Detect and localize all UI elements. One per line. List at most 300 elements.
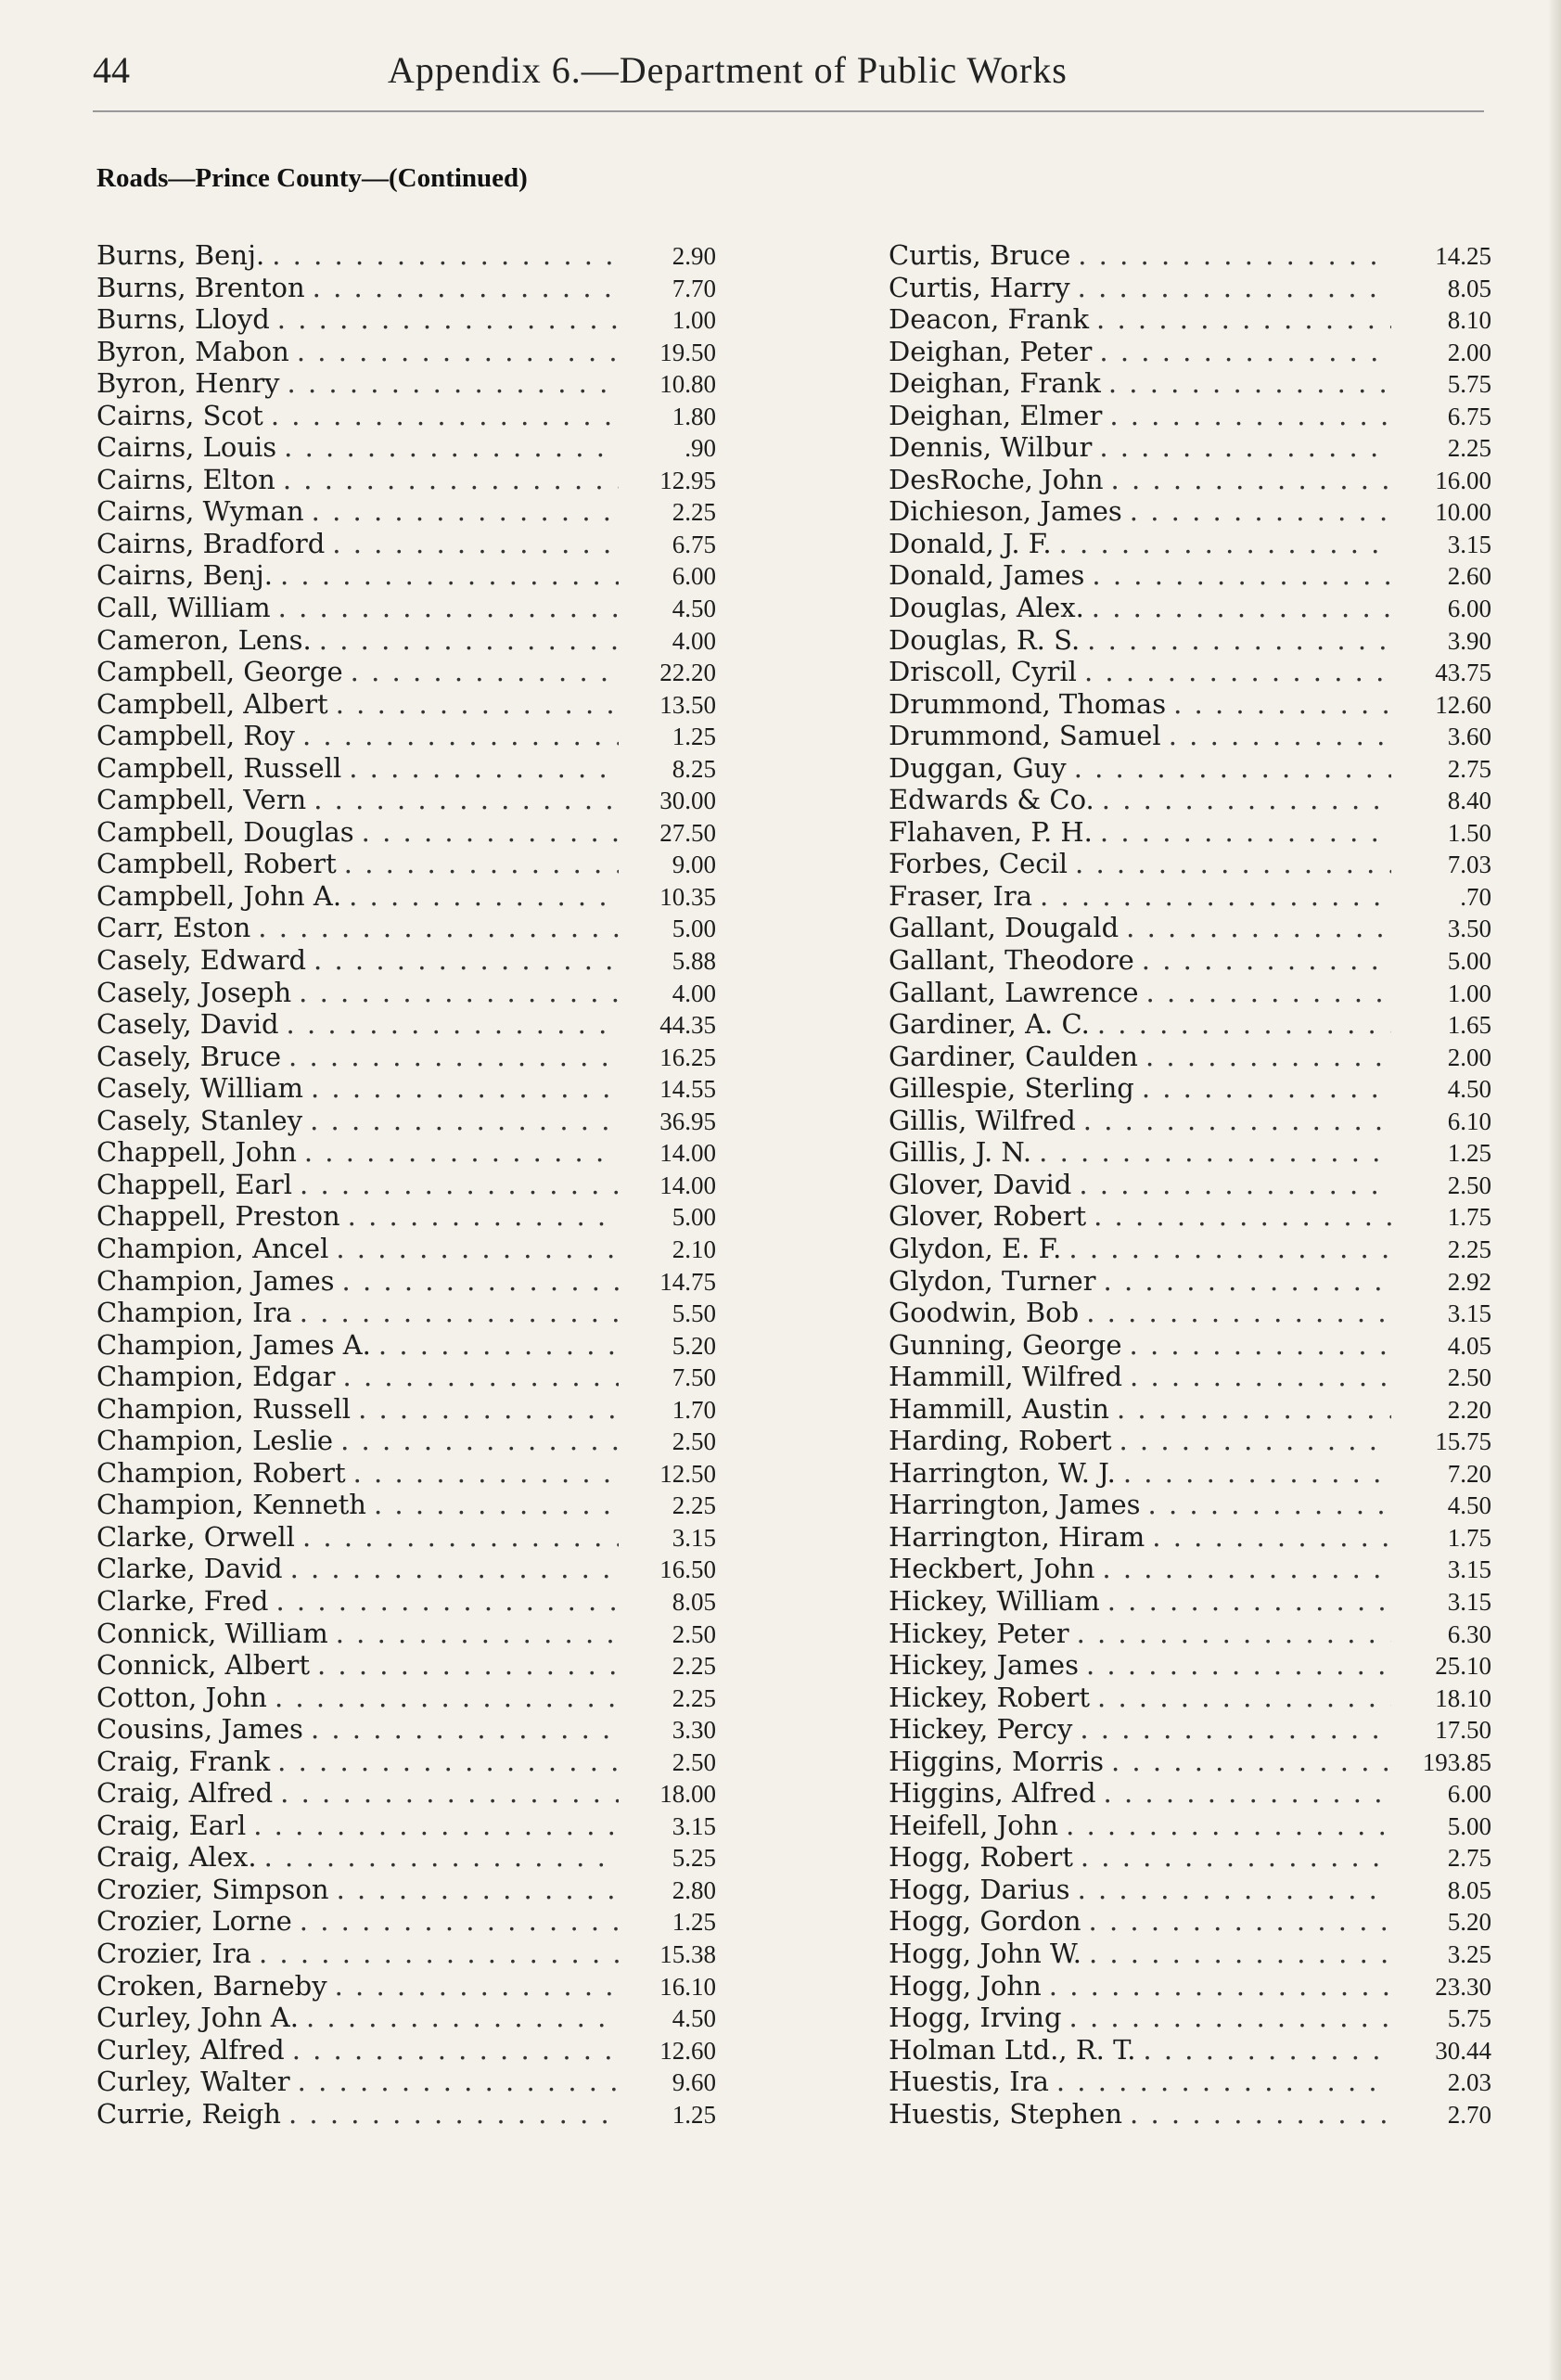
entry-amount: 10.35 <box>659 882 716 911</box>
dot-leader <box>300 1169 619 1201</box>
entry-name: Harrington, Hiram <box>889 1520 1145 1553</box>
dot-leader <box>1152 1521 1391 1554</box>
entry-amount: 3.15 <box>1447 1587 1491 1616</box>
list-item <box>96 1072 716 1105</box>
entry-name: Crozier, Simpson <box>96 1873 329 1905</box>
dot-leader <box>288 367 619 400</box>
dot-leader <box>317 1649 619 1682</box>
list-item <box>889 1200 1491 1233</box>
entry-amount: 9.00 <box>672 851 716 879</box>
entry-amount: 5.75 <box>1447 370 1491 399</box>
entry-name: Hickey, James <box>889 1649 1079 1682</box>
entry-name: Gunning, George <box>889 1328 1122 1361</box>
list-item <box>96 1713 716 1746</box>
list-item <box>889 2066 1491 2098</box>
entry-amount: 5.20 <box>1447 1908 1491 1937</box>
list-item <box>889 1136 1491 1169</box>
entry-name: Burns, Benj. <box>96 239 265 271</box>
dot-leader <box>276 1585 620 1618</box>
dot-leader <box>1077 1618 1391 1650</box>
entry-amount: 2.03 <box>1447 2068 1491 2097</box>
entry-amount: 1.65 <box>1447 1011 1491 1040</box>
dot-leader <box>1108 367 1391 400</box>
entry-amount: 14.00 <box>659 1171 716 1199</box>
entry-amount: 4.00 <box>672 979 716 1007</box>
dot-leader <box>1169 720 1391 752</box>
entry-name: Cousins, James <box>96 1713 303 1746</box>
list-item <box>889 1841 1491 1874</box>
entry-name: Gallant, Lawrence <box>889 976 1139 1008</box>
dot-leader <box>1083 1105 1391 1137</box>
entry-amount: 5.00 <box>1447 1811 1491 1840</box>
scan-edge-shadow <box>1548 0 1561 2380</box>
entry-amount: 4.05 <box>1447 1331 1491 1360</box>
entry-amount: 23.30 <box>1435 1972 1491 2001</box>
entry-name: Craig, Alex. <box>96 1841 257 1874</box>
dot-leader <box>1084 656 1391 688</box>
entry-name: Dichieson, James <box>889 495 1122 528</box>
entry-name: Cotton, John <box>96 1681 267 1713</box>
dot-leader <box>1089 1938 1391 1970</box>
list-item <box>889 784 1491 816</box>
dot-leader <box>1130 1361 1391 1393</box>
entry-amount: 16.25 <box>659 1043 716 1071</box>
list-item <box>96 1585 716 1618</box>
dot-leader <box>1089 1905 1391 1938</box>
dot-leader <box>313 272 619 304</box>
dot-leader <box>1146 977 1391 1009</box>
list-item <box>889 1008 1491 1041</box>
entry-amount: 6.00 <box>672 562 716 591</box>
entry-name: Deighan, Elmer <box>889 399 1103 431</box>
entry-amount: 16.10 <box>659 1972 716 2001</box>
list-item <box>96 400 716 432</box>
entry-name: Currie, Reigh <box>96 2097 281 2130</box>
entry-amount: 2.50 <box>672 1747 716 1776</box>
dot-leader <box>1075 848 1391 880</box>
list-item <box>96 848 716 880</box>
dot-leader <box>302 1521 619 1554</box>
list-item <box>889 1713 1491 1746</box>
dot-leader <box>1117 1393 1391 1426</box>
entry-name: Crozier, Ira <box>96 1937 251 1969</box>
entry-name: Byron, Mabon <box>96 335 289 367</box>
entry-amount: 2.50 <box>672 1427 716 1456</box>
entry-name: Hickey, Peter <box>889 1617 1069 1649</box>
entry-amount: 5.00 <box>672 915 716 943</box>
entry-name: Cairns, Wyman <box>96 495 304 528</box>
dot-leader <box>336 1233 619 1265</box>
list-item <box>889 1393 1491 1426</box>
list-item <box>889 1970 1491 2003</box>
dot-leader <box>362 816 619 849</box>
entry-name: Burns, Lloyd <box>96 303 270 336</box>
entry-name: Gallant, Theodore <box>889 944 1134 977</box>
entry-amount: 1.25 <box>672 1908 716 1937</box>
entry-amount: 193.85 <box>1422 1747 1491 1776</box>
entry-name: Connick, Albert <box>96 1649 310 1682</box>
entry-amount: 6.75 <box>1447 402 1491 430</box>
list-item <box>889 720 1491 752</box>
dot-leader <box>1080 1713 1391 1746</box>
entry-name: Chappell, Preston <box>96 1200 340 1233</box>
dot-leader <box>280 559 619 592</box>
entry-amount: 3.50 <box>1447 915 1491 943</box>
entry-name: Gardiner, Caulden <box>889 1040 1138 1072</box>
entry-name: Huestis, Stephen <box>889 2097 1123 2130</box>
dot-leader <box>1092 592 1391 624</box>
entry-name: Curtis, Bruce <box>889 239 1071 271</box>
entry-name: Champion, James A. <box>96 1328 371 1361</box>
list-item <box>96 656 716 688</box>
list-item <box>96 303 716 336</box>
entry-amount: 9.60 <box>672 2068 716 2097</box>
entry-amount: 2.10 <box>672 1235 716 1263</box>
list-item <box>889 1746 1491 1778</box>
left-column <box>96 239 716 2130</box>
list-item <box>889 1521 1491 1554</box>
entry-name: Forbes, Cecil <box>889 848 1068 880</box>
entry-name: Huestis, Ira <box>889 2066 1049 2098</box>
entry-name: Harding, Robert <box>889 1425 1112 1457</box>
list-item <box>889 2002 1491 2034</box>
list-item <box>889 367 1491 400</box>
dot-leader <box>1111 464 1391 496</box>
list-item <box>96 1008 716 1041</box>
entry-amount: 2.80 <box>672 1875 716 1904</box>
entry-name: Curley, John A. <box>96 2002 299 2034</box>
entry-amount: 14.55 <box>659 1075 716 1104</box>
dot-leader <box>1126 912 1391 944</box>
entry-name: Donald, J. F. <box>889 527 1052 559</box>
page-title: Appendix 6.—Department of Public Works <box>388 49 1068 91</box>
dot-leader <box>1130 495 1391 528</box>
entry-name: Campbell, Roy <box>96 720 295 752</box>
entry-amount: 14.00 <box>659 1139 716 1168</box>
entry-name: Gillis, Wilfred <box>889 1104 1076 1136</box>
entry-amount: 2.00 <box>1447 1043 1491 1071</box>
dot-leader <box>1099 431 1391 464</box>
dot-leader <box>299 977 619 1009</box>
dot-leader <box>297 336 619 368</box>
list-item <box>96 464 716 496</box>
dot-leader <box>304 1136 619 1169</box>
dot-leader <box>300 1297 619 1329</box>
entry-amount: 36.95 <box>659 1107 716 1135</box>
list-item <box>96 1618 716 1650</box>
entry-amount: 2.25 <box>1447 1235 1491 1263</box>
dot-leader <box>1099 336 1391 368</box>
list-item <box>889 1585 1491 1618</box>
dot-leader <box>349 752 619 785</box>
list-item <box>889 1169 1491 1201</box>
dot-leader <box>278 592 619 624</box>
entry-amount: 6.30 <box>1447 1619 1491 1648</box>
list-item <box>889 1810 1491 1842</box>
entry-name: Dennis, Wilbur <box>889 431 1093 464</box>
entry-name: Chappell, John <box>96 1136 297 1169</box>
list-item <box>96 1489 716 1521</box>
list-item <box>96 2098 716 2130</box>
dot-leader <box>264 1841 619 1874</box>
list-item <box>889 1777 1491 1810</box>
list-item <box>96 1041 716 1073</box>
list-item <box>889 1041 1491 1073</box>
entry-amount: 12.60 <box>1435 690 1491 719</box>
list-item <box>96 1200 716 1233</box>
dot-leader <box>378 1329 619 1362</box>
dot-leader <box>298 2066 619 2098</box>
dot-leader <box>1049 1970 1391 2003</box>
list-item <box>96 272 716 304</box>
entry-name: Champion, James <box>96 1264 335 1297</box>
list-item <box>889 2098 1491 2130</box>
dot-leader <box>280 1777 619 1810</box>
entry-amount: 5.88 <box>672 947 716 976</box>
dot-leader <box>306 2002 619 2034</box>
entry-amount: 3.15 <box>672 1523 716 1552</box>
entry-amount: 5.50 <box>672 1299 716 1328</box>
entry-amount: 14.25 <box>1435 242 1491 270</box>
dot-leader <box>284 431 619 464</box>
dot-leader <box>1069 2002 1391 2034</box>
dot-leader <box>344 848 619 880</box>
list-item <box>96 1874 716 1906</box>
list-item <box>889 592 1491 624</box>
entry-amount: 16.50 <box>659 1555 716 1584</box>
entry-amount: 2.90 <box>672 242 716 270</box>
dot-leader <box>1142 944 1391 977</box>
dot-leader <box>343 1361 619 1393</box>
dot-leader <box>302 720 619 752</box>
entry-name: Campbell, Russell <box>96 751 342 784</box>
entry-name: Call, William <box>96 592 271 624</box>
dot-leader <box>353 1457 619 1490</box>
entry-name: Douglas, Alex. <box>889 592 1084 624</box>
list-item <box>96 1425 716 1457</box>
dot-leader <box>1107 1585 1391 1618</box>
entry-amount: 8.25 <box>672 754 716 783</box>
dot-leader <box>312 495 619 528</box>
entry-amount: 8.05 <box>672 1587 716 1616</box>
entry-name: Hogg, John <box>889 1969 1042 2002</box>
entry-name: Casely, William <box>96 1072 303 1105</box>
dot-leader <box>1078 1874 1391 1906</box>
entry-name: Croken, Barneby <box>96 1969 327 2002</box>
entry-name: Harrington, James <box>889 1489 1141 1521</box>
entry-amount: 12.50 <box>659 1459 716 1488</box>
dot-leader <box>342 1265 619 1298</box>
dot-leader <box>319 624 619 657</box>
entry-name: Craig, Earl <box>96 1809 247 1841</box>
entry-amount: 8.05 <box>1447 1875 1491 1904</box>
list-item <box>889 977 1491 1009</box>
dot-leader <box>259 1938 619 1970</box>
entry-name: Edwards & Co. <box>889 784 1094 816</box>
list-item <box>96 816 716 849</box>
dot-leader <box>1104 1777 1391 1810</box>
entry-amount: 7.50 <box>672 1363 716 1392</box>
entry-amount: 2.60 <box>1447 562 1491 591</box>
entry-name: Heifell, John <box>889 1809 1059 1841</box>
list-item <box>889 495 1491 528</box>
list-item <box>96 559 716 592</box>
dot-leader <box>1059 528 1391 560</box>
entry-amount: 2.20 <box>1447 1395 1491 1424</box>
list-item <box>889 944 1491 977</box>
dot-leader <box>1039 1136 1391 1169</box>
list-item <box>96 1361 716 1393</box>
list-item <box>889 912 1491 944</box>
dot-leader <box>1130 1329 1391 1362</box>
entry-amount: 1.80 <box>672 402 716 430</box>
dot-leader <box>1066 1810 1391 1842</box>
entry-name: Fraser, Ira <box>889 879 1033 912</box>
entry-amount: 8.40 <box>1447 787 1491 815</box>
entry-amount: 2.25 <box>672 1652 716 1681</box>
entry-name: Driscoll, Cyril <box>889 656 1077 688</box>
dot-leader <box>271 400 619 432</box>
list-item <box>96 1810 716 1842</box>
entry-amount: 4.50 <box>672 595 716 623</box>
list-item <box>889 1553 1491 1585</box>
entry-amount: 4.50 <box>1447 1491 1491 1520</box>
entry-amount: 1.70 <box>672 1395 716 1424</box>
dot-leader <box>1094 1200 1391 1233</box>
entry-name: Higgins, Alfred <box>889 1777 1096 1810</box>
entry-amount: 2.50 <box>1447 1363 1491 1392</box>
dot-leader <box>311 1072 619 1105</box>
dot-leader <box>1087 624 1391 657</box>
dot-leader <box>337 1874 619 1906</box>
entry-amount: 14.75 <box>659 1267 716 1296</box>
entry-name: Chappell, Earl <box>96 1168 293 1200</box>
dot-leader <box>349 880 619 913</box>
entry-name: Deighan, Frank <box>889 367 1101 400</box>
dot-leader <box>1040 880 1391 913</box>
entry-name: Curley, Walter <box>96 2066 290 2098</box>
dot-leader <box>1086 1297 1391 1329</box>
entry-amount: 13.50 <box>659 690 716 719</box>
dot-leader <box>1102 1553 1391 1585</box>
list-item <box>96 2066 716 2098</box>
entry-name: Hickey, William <box>889 1584 1100 1617</box>
list-item <box>889 1649 1491 1682</box>
entry-amount: 18.00 <box>659 1780 716 1809</box>
entry-name: Higgins, Morris <box>889 1745 1104 1777</box>
list-item <box>96 784 716 816</box>
dot-leader <box>311 1713 619 1746</box>
list-item <box>889 1425 1491 1457</box>
entry-amount: 2.92 <box>1447 1267 1491 1296</box>
entry-name: Donald, James <box>889 559 1085 592</box>
entry-name: Casely, Stanley <box>96 1104 303 1136</box>
list-item <box>889 239 1491 272</box>
entry-amount: 1.75 <box>1447 1523 1491 1552</box>
dot-leader <box>1096 303 1391 336</box>
list-item <box>889 400 1491 432</box>
list-item <box>96 592 716 624</box>
entry-amount: 2.75 <box>1447 754 1491 783</box>
dot-leader <box>335 1970 619 2003</box>
entry-amount: 12.60 <box>659 2036 716 2065</box>
entry-name: Drummond, Thomas <box>889 687 1167 720</box>
entry-amount: .90 <box>685 434 716 463</box>
list-item <box>96 1682 716 1714</box>
list-item <box>889 1489 1491 1521</box>
list-item <box>96 1553 716 1585</box>
list-item <box>889 1682 1491 1714</box>
dot-leader <box>292 2034 619 2067</box>
dot-leader <box>1078 239 1391 272</box>
list-item <box>96 912 716 944</box>
entry-amount: 3.90 <box>1447 626 1491 655</box>
entry-name: Gillis, J. N. <box>889 1136 1032 1169</box>
dot-leader <box>275 1682 619 1714</box>
dot-leader <box>287 1008 619 1041</box>
entry-amount: 43.75 <box>1435 659 1491 687</box>
list-item <box>96 624 716 657</box>
dot-leader <box>283 464 619 496</box>
list-item <box>96 1521 716 1554</box>
list-item <box>96 495 716 528</box>
dot-leader <box>253 1810 619 1842</box>
dot-leader <box>332 528 619 560</box>
list-item <box>889 272 1491 304</box>
entry-name: Glover, David <box>889 1168 1072 1200</box>
dot-leader <box>1109 400 1391 432</box>
dot-leader <box>1120 1425 1392 1457</box>
entry-amount: 17.50 <box>1435 1716 1491 1745</box>
entry-amount: 5.20 <box>672 1331 716 1360</box>
entry-name: Cairns, Bradford <box>96 527 326 559</box>
entry-name: Clarke, Fred <box>96 1584 269 1617</box>
entry-name: Deighan, Peter <box>889 335 1093 367</box>
entry-amount: 3.15 <box>1447 1299 1491 1328</box>
entry-name: Byron, Henry <box>96 367 280 400</box>
entry-name: Curtis, Harry <box>889 271 1070 303</box>
dot-leader <box>1078 272 1391 304</box>
entry-name: Curley, Alfred <box>96 2033 285 2066</box>
entry-name: Hickey, Percy <box>889 1713 1073 1746</box>
entry-amount: 3.15 <box>1447 530 1491 558</box>
dot-leader <box>1143 2034 1391 2067</box>
entry-amount: 27.50 <box>659 818 716 847</box>
dot-leader <box>1079 1169 1391 1201</box>
list-item <box>889 1329 1491 1362</box>
dot-leader <box>277 303 619 336</box>
entry-name: Burns, Brenton <box>96 271 305 303</box>
entry-amount: 5.00 <box>672 1203 716 1232</box>
entry-name: Campbell, Robert <box>96 848 337 880</box>
entry-amount: 7.70 <box>672 274 716 302</box>
entry-amount: 2.25 <box>672 1683 716 1712</box>
entry-amount: 30.00 <box>659 787 716 815</box>
entry-amount: 44.35 <box>659 1011 716 1040</box>
entry-amount: 7.20 <box>1447 1459 1491 1488</box>
entry-amount: 6.10 <box>1447 1107 1491 1135</box>
page-number: 44 <box>93 49 130 91</box>
entry-name: Cairns, Elton <box>96 463 275 495</box>
list-item <box>96 720 716 752</box>
dot-leader <box>340 1425 619 1457</box>
entry-name: Cairns, Benj. <box>96 559 273 592</box>
list-item <box>889 431 1491 464</box>
dot-leader <box>1142 1072 1391 1105</box>
list-item <box>96 1329 716 1362</box>
entry-amount: 7.03 <box>1447 851 1491 879</box>
entry-name: Casely, Edward <box>96 944 307 977</box>
